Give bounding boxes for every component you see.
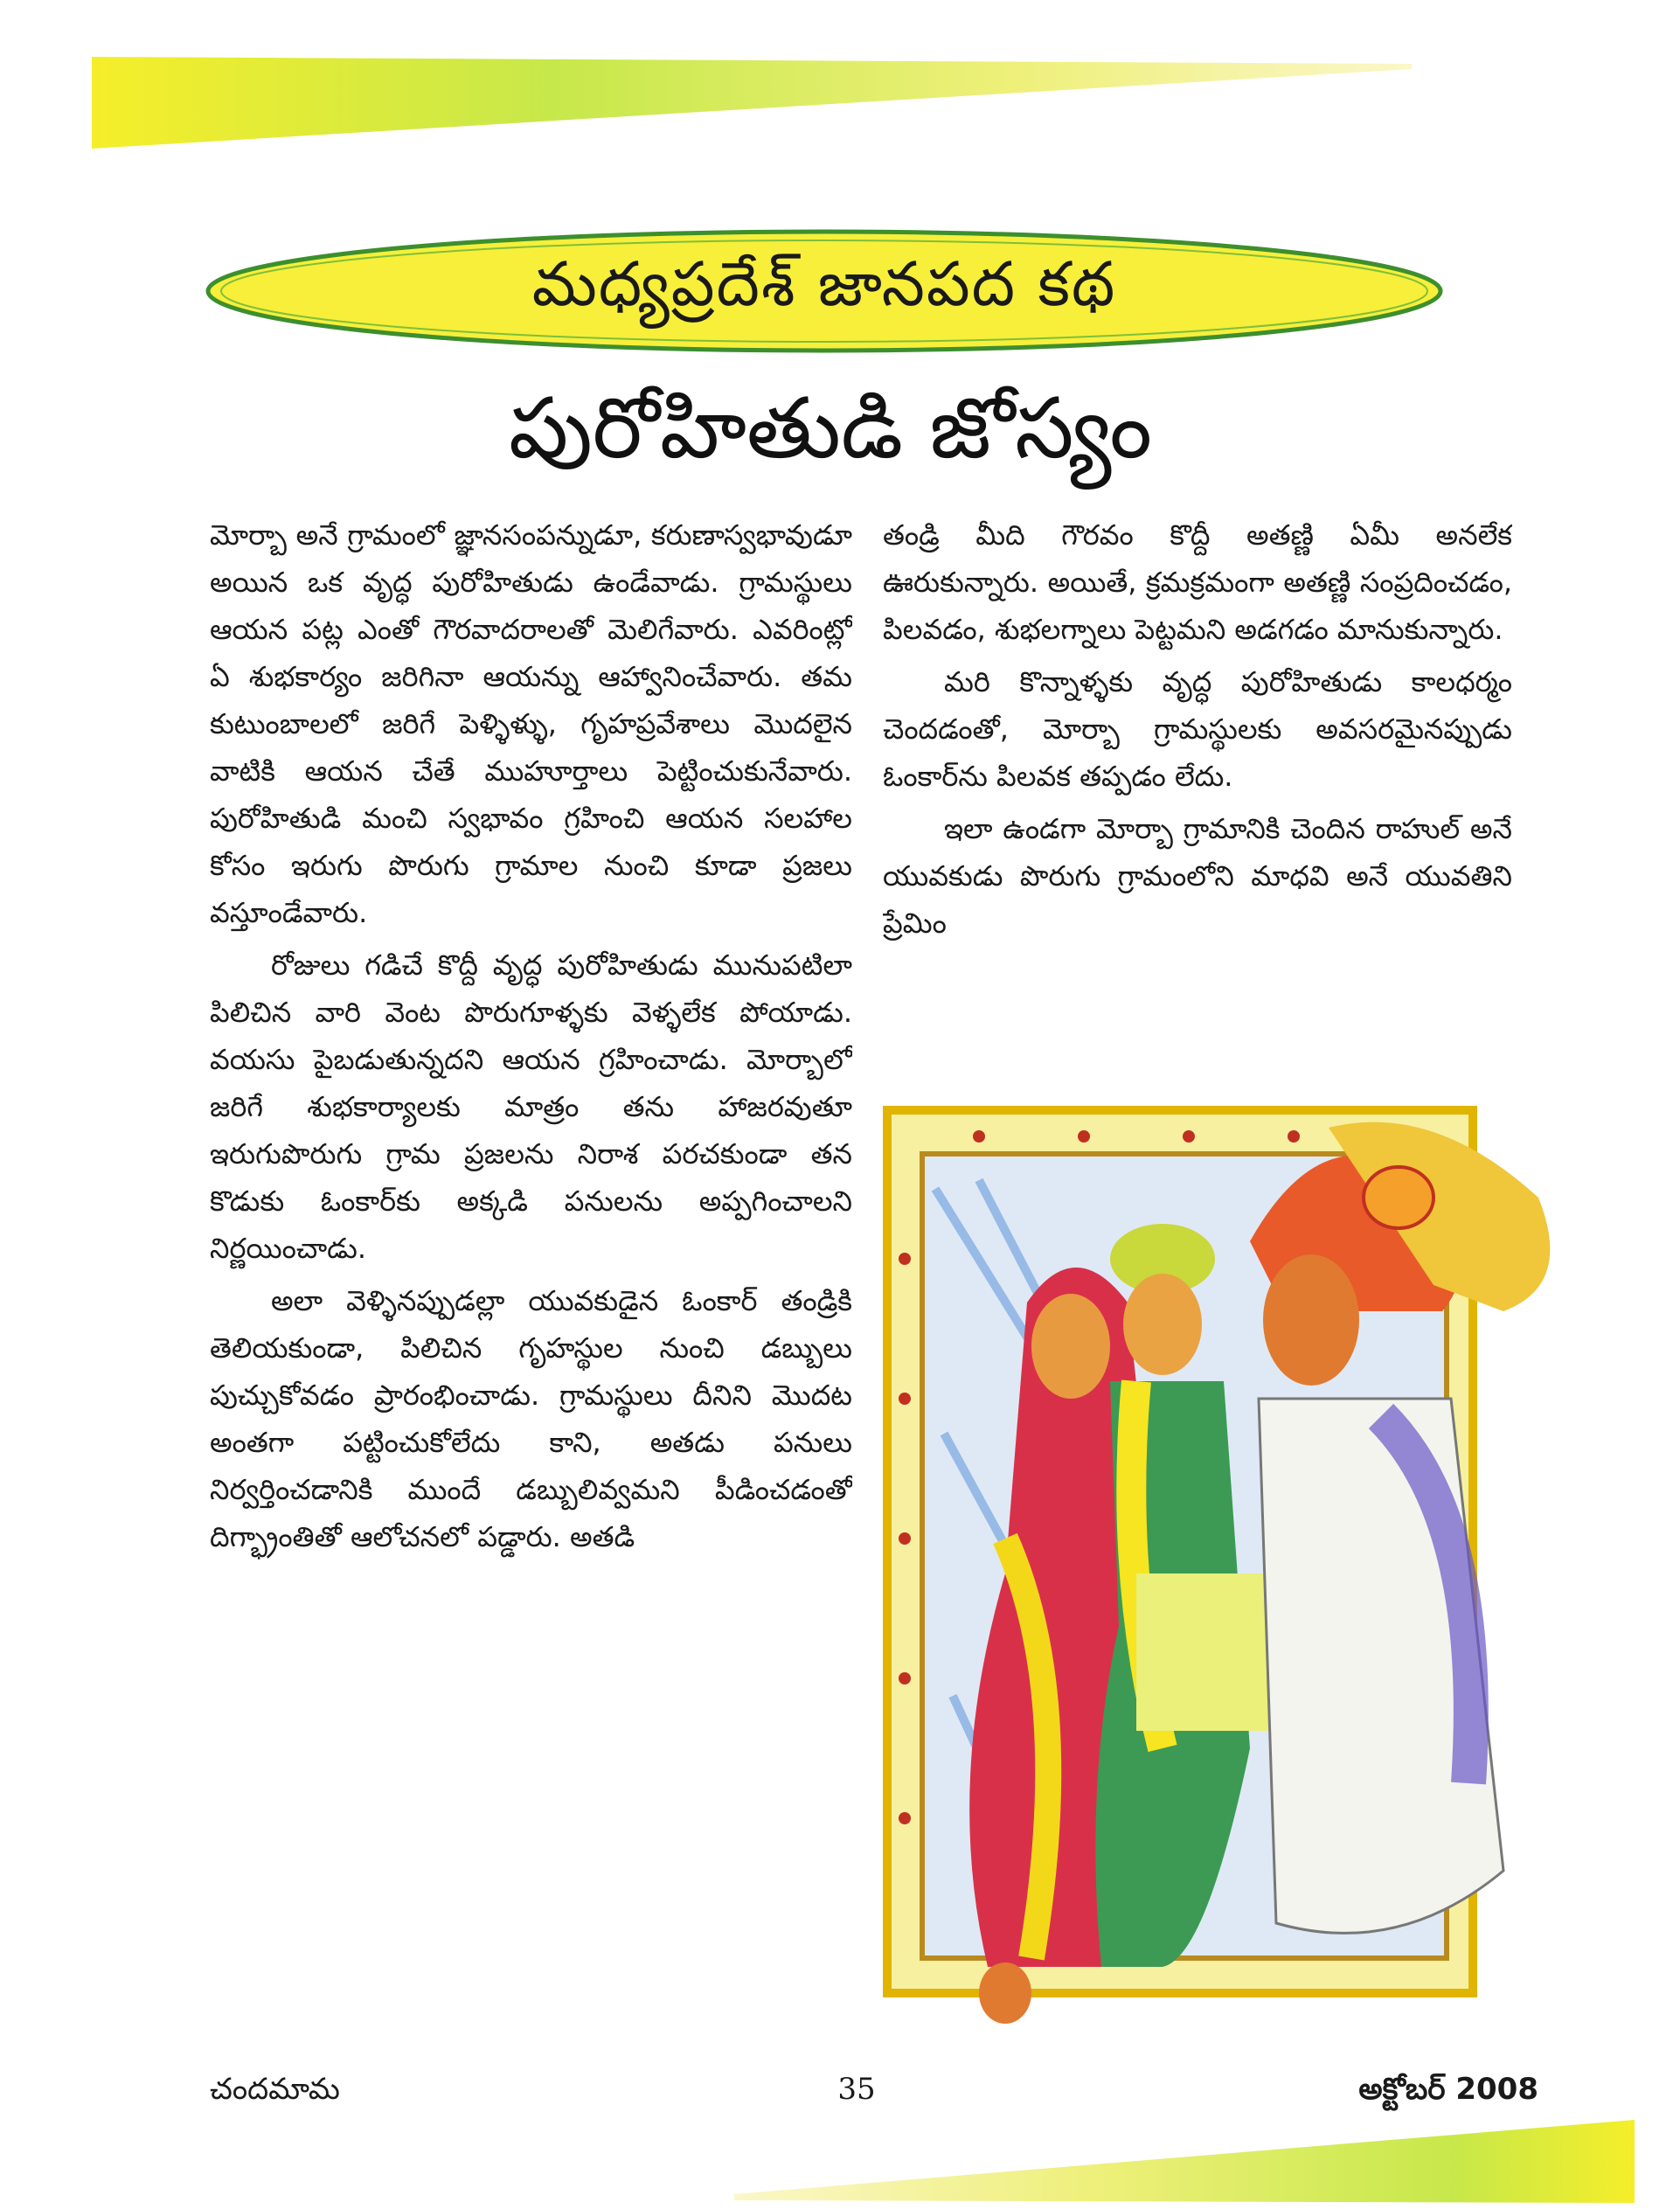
- top-decorative-band: [92, 57, 1412, 149]
- paragraph: మరి కొన్నాళ్ళకు వృద్ధ పురోహితుడు కాలధర్మం చెందడంతో, మోర్బా గ్రామస్థులకు అవసరమైనప్పుడు ఓంకార్‌ను పిలవక తప్పడం లేదు.: [883, 665, 1512, 793]
- paragraph: ఇలా ఉండగా మోర్బా గ్రామానికి చెందిన రాహుల్ అనే యువకుడు పొరుగు గ్రామంలోని మాధవి అనే యువతిని ప్రేమిం: [883, 812, 1512, 940]
- paragraph: రోజులు గడిచే కొద్దీ వృద్ధ పురోహితుడు మునుపటిలా పిలిచిన వారి వెంట పొరుగూళ్ళకు వెళ్ళలేక పోయాడు. వయసు పైబడుతున్నదని ఆయన గ్రహించాడు. మోర్బాలో జరిగే శుభకార్యాలకు మాత్రం తను హాజరవుతూ ఇరుగుపొరుగు గ్రామ ప్రజలను నిరాశ పరచకుండా తన కొడుకు ఓంకార్‌కు అక్కడి పనులను అప్పగించాలని నిర్ణయించాడు.: [210, 948, 852, 1265]
- bottom-decorative-band: [734, 2120, 1635, 2203]
- issue-date: అక్టోబర్ 2008: [1358, 2072, 1538, 2107]
- wedding-illustration: [874, 1084, 1600, 2046]
- paragraph: మోర్బా అనే గ్రామంలో జ్ఞానసంపన్నుడూ, కరుణాస్వభావుడూ అయిన ఒక వృద్ధ పురోహితుడు ఉండేవాడు. గ్రామస్థులు ఆయన పట్ల ఎంతో గౌరవాదరాలతో మెలిగేవారు. ఎవరింట్లో ఏ శుభకార్యం జరిగినా ఆయన్ను ఆహ్వానించేవారు. తమ కుటుంబాలలో జరిగే పెళ్ళిళ్ళు, గృహప్రవేశాలు మొదలైన వాటికి ఆయన చేతే ముహూర్తాలు పెట్టించుకునేవారు. పురోహితుడి మంచి స్వభావం గ్రహించి ఆయన సలహాల కోసం ఇరుగు పొరుగు గ్రామాల నుంచి కూడా ప్రజలు వస్తూండేవారు.: [210, 518, 852, 929]
- left-text-column: [210, 511, 852, 1858]
- right-text-column: [883, 511, 1512, 1071]
- paragraph: అలా వెళ్ళినప్పుడల్లా యువకుడైన ఓంకార్ తండ్రికి తెలియకుండా, పిలిచిన గృహస్థుల నుంచి డబ్బులు పుచ్చుకోవడం ప్రారంభించాడు. గ్రామస్థులు దీనిని మొదట అంతగా పట్టించుకోలేదు కాని, అతడు పనులు నిర్వర్తించడానికి ముందే డబ్బులివ్వమని పీడించడంతో దిగ్భ్రాంతితో ఆలోచనలో పడ్డారు. అతడి: [210, 1284, 852, 1553]
- banner-label: మధ్యప్రదేశ్ జానపద కథ: [531, 247, 1117, 320]
- paragraph: తండ్రి మీది గౌరవం కొద్దీ అతణ్ణి ఏమీ అనలేక ఊరుకున్నారు. అయితే, క్రమక్రమంగా అతణ్ణి సంప్రదించడం, పిలవడం, శుభలగ్నాలు పెట్టమని అడగడం మానుకున్నారు.: [883, 518, 1512, 646]
- story-title: పురోహితుడి జోస్యం: [508, 379, 1153, 477]
- page-number: 35: [837, 2072, 876, 2107]
- magazine-name: చందమామ: [210, 2072, 340, 2107]
